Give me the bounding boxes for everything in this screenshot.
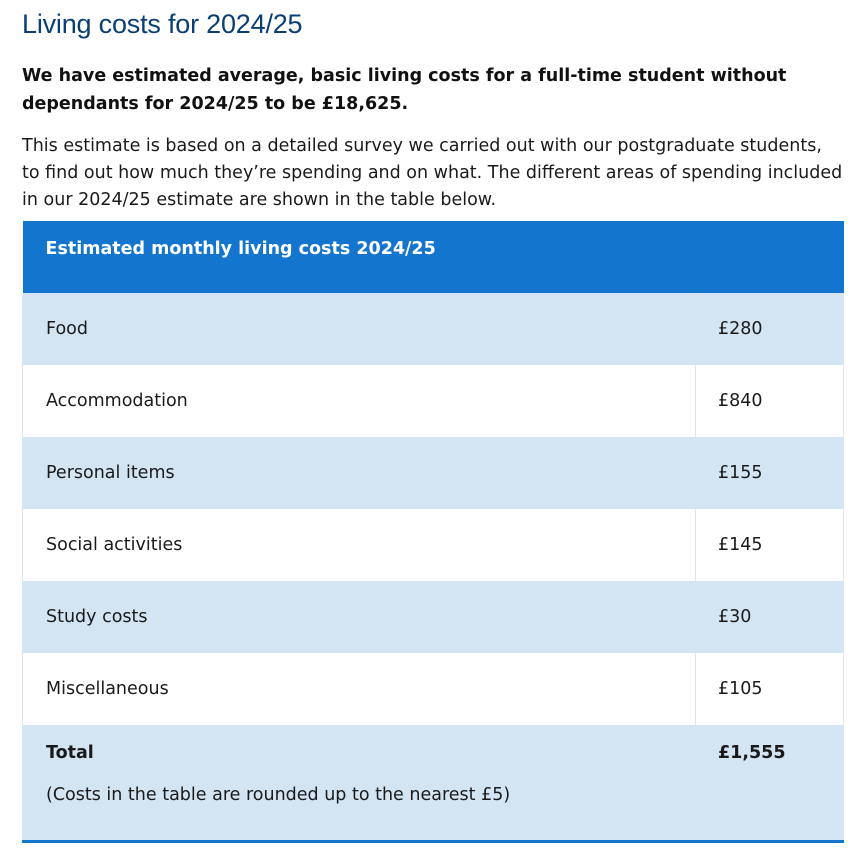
table-row-personal-items — [23, 437, 844, 509]
table-row-accommodation — [23, 365, 844, 437]
table-row-food — [23, 293, 844, 365]
lead-summary: We have estimated average, basic living costs for a full-time student without dependants for 2024/25 to be £18,625. — [22, 66, 787, 114]
row-label: Study costs — [23, 581, 696, 653]
total-label: Total — [46, 743, 94, 763]
row-label: Food — [23, 293, 696, 365]
row-label: Miscellaneous — [23, 653, 696, 725]
row-amount: £30 — [696, 581, 844, 653]
row-amount: £840 — [696, 365, 844, 437]
living-costs-table — [22, 221, 844, 843]
table-row-study-costs — [23, 581, 844, 653]
intro-paragraph: This estimate is based on a detailed survey we carried out with our postgraduate students, to find out how much they’re spending and on what. The different areas of spending included in our 2024/25 estimate are shown in the table below. — [22, 136, 843, 210]
table-row-total — [23, 725, 844, 841]
row-amount: £280 — [696, 293, 844, 365]
total-amount-cell — [696, 725, 844, 841]
total-amount: £1,555 — [718, 743, 786, 763]
row-label: Social activities — [23, 509, 696, 581]
table-header-row — [23, 221, 844, 293]
row-label: Personal items — [23, 437, 696, 509]
rounding-note: (Costs in the table are rounded up to the nearest £5) — [46, 785, 511, 805]
row-label: Accommodation — [23, 365, 696, 437]
page-title: Living costs for 2024/25 — [22, 9, 303, 39]
total-cell — [23, 725, 696, 841]
row-amount: £105 — [696, 653, 844, 725]
table-row-social-activities — [23, 509, 844, 581]
row-amount: £145 — [696, 509, 844, 581]
row-amount: £155 — [696, 437, 844, 509]
content — [22, 0, 843, 214]
table-caption: Estimated monthly living costs 2024/25 — [23, 221, 844, 293]
table-row-miscellaneous — [23, 653, 844, 725]
